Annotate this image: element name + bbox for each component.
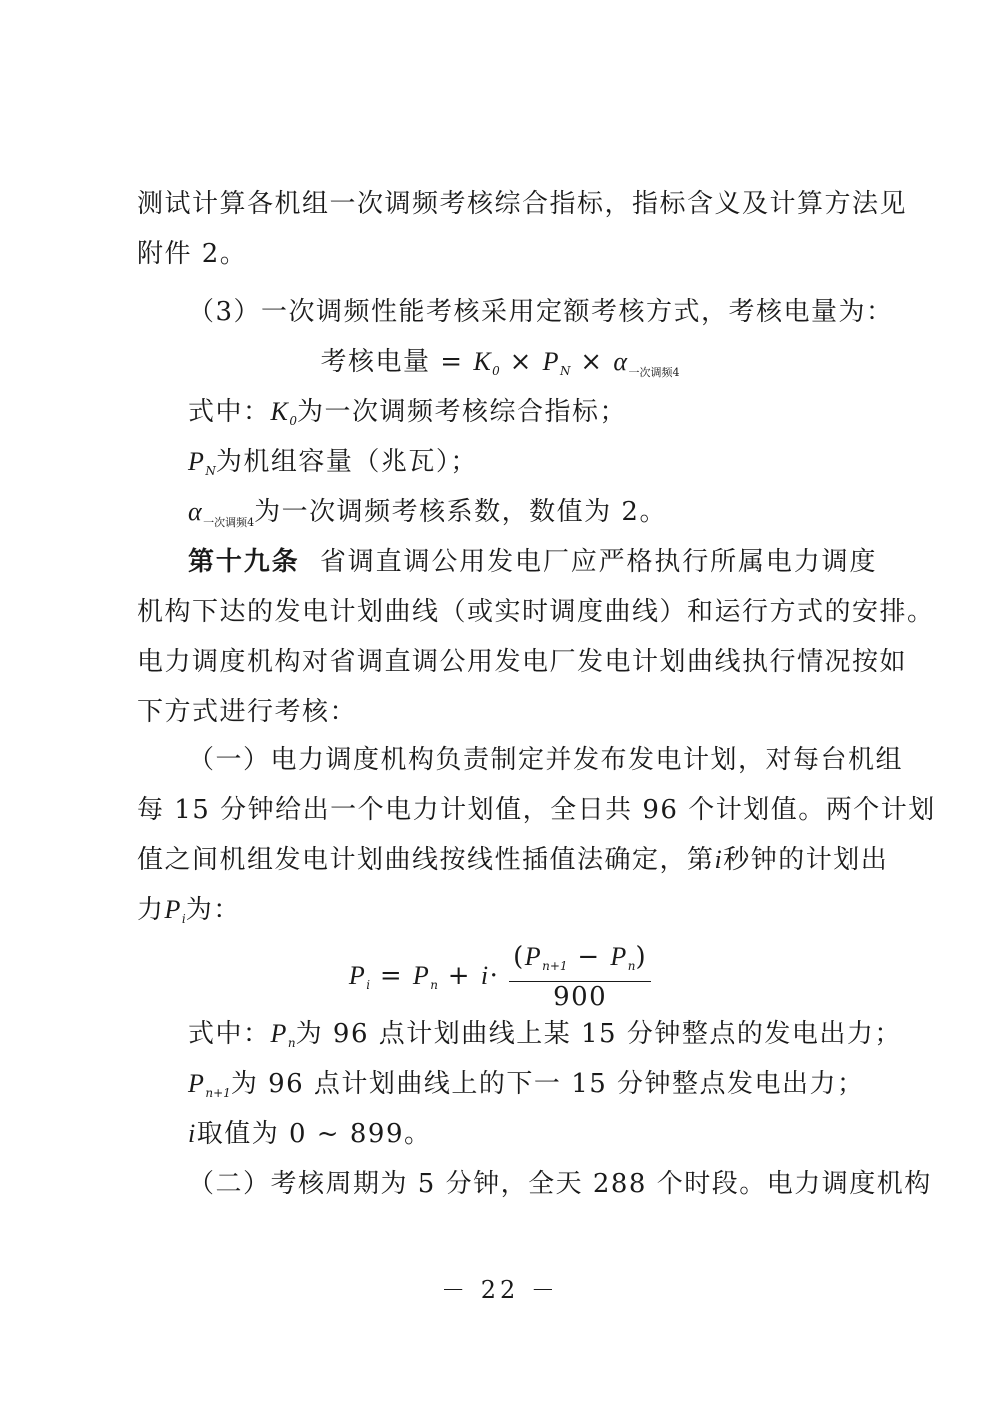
page-number: － 22 － <box>441 1276 559 1304</box>
paragraph-line-2: 附件 2。 <box>137 239 248 269</box>
fraction-numerator: $(P_{n+1} - P_n)$ <box>509 942 651 982</box>
paragraph-line-15: 力$P_i$为： <box>137 895 241 926</box>
formula-interpolation: $P_i = P_n + i\cdot$ $\frac{(P_{n+1} - P_n)}{900}$ <box>0 942 1000 1012</box>
formula-assessment-energy: 考核电量 = $K_0 \times P_N \times \alpha_{一次调频4}$ <box>320 347 680 379</box>
formula-left: 考核电量 <box>320 347 431 377</box>
article-title: 第十九条 <box>188 547 300 577</box>
paragraph-line-1: 测试计算各机组一次调频考核综合指标，指标含义及计算方法见 <box>137 189 908 219</box>
definition-pn: $P_N$为机组容量（兆瓦）； <box>188 447 478 478</box>
clause-3-line: （3）一次调频性能考核采用定额考核方式，考核电量为： <box>188 297 894 327</box>
definition-k0: 式中：$K_0$为一次调频考核综合指标； <box>188 397 628 428</box>
paragraph-line-13: 每 15 分钟给出一个电力计划值，全日共 96 个计划值。两个计划 <box>137 795 936 825</box>
paragraph-line-14: 值之间机组发电计划曲线按线性插值法确定，第i秒钟的计划出 <box>137 845 889 875</box>
paragraph-line-9: 机构下达的发电计划曲线（或实时调度曲线）和运行方式的安排。 <box>137 597 935 627</box>
definition-pn-point: 式中：$P_n$为 96 点计划曲线上某 15 分钟整点的发电出力； <box>188 1019 902 1050</box>
paragraph-line-11: 下方式进行考核： <box>137 697 358 727</box>
paragraph-line-10: 电力调度机构对省调直调公用发电厂发电计划曲线执行情况按如 <box>137 647 908 677</box>
item-1-line: （一）电力调度机构负责制定并发布发电计划，对每台机组 <box>188 745 904 775</box>
fraction-denominator: 900 <box>553 982 608 1012</box>
item-2-line: （二）考核周期为 5 分钟，全天 288 个时段。电力调度机构 <box>188 1169 932 1199</box>
article-19-line: 第十九条 省调直调公用发电厂应严格执行所属电力调度 <box>188 547 877 577</box>
formula-fraction <box>509 942 651 1012</box>
definition-i: i取值为 0 ~ 899。 <box>188 1119 432 1149</box>
definition-alpha: $\alpha_{一次调频4}$为一次调频考核系数，数值为 2。 <box>188 497 667 529</box>
definition-pn1: $P_{n+1}$为 96 点计划曲线上的下一 15 分钟整点发电出力； <box>188 1069 865 1100</box>
